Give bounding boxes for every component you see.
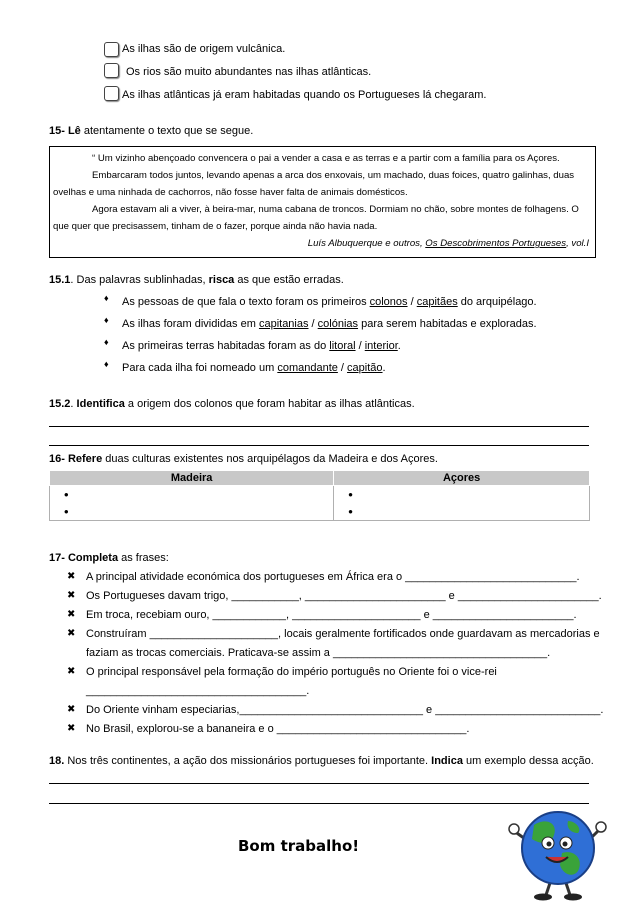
choice-item-4: Para cada ilha foi nomeado um comandante / capitão. [122,362,386,374]
question-16: 16- Refere duas culturas existentes nos arquipélagos da Madeira e dos Açores. [49,453,438,465]
fill-sentence-2[interactable]: Os Portugueses davam trigo, ___________, _______________________ e _______________________. [86,590,602,602]
fill-sentence-4[interactable]: Construíram _____________________, locais geralmente fortificados onde guardavam as mercadorias e [86,628,600,640]
choice-word[interactable]: capitanias [258,318,309,330]
text-line-4: Agora estavam ali a viver, à beira-mar, numa cabana de troncos. Dormiam no chão, sobre montes de folhagens. O [92,204,579,215]
check-statement-1: As ilhas são de origem vulcânica. [122,43,286,55]
diamond-bullet-icon: ♦ [104,337,109,347]
question-15-2: 15.2. Identifica a origem dos colonos que foram habitar as ilhas atlânticas. [49,398,415,410]
answer-line[interactable] [49,783,589,784]
text-line-3: ovelhas e uma ninhada de cachorros, não fosse haver falta de animais domésticos. [53,187,408,198]
question-15: 15- Lê atentamente o texto que se segue. [49,125,254,137]
closing-message: Bom trabalho! [238,837,360,855]
madeira-cell[interactable] [50,486,334,521]
choice-word[interactable]: colonos [369,296,408,308]
text-line-5: que quer que precisassem, tinham de o fazer, porque ainda não havia nada. [53,221,378,232]
globe-mascot-icon [508,803,608,901]
choice-word[interactable]: capitães [416,296,458,308]
bullet: • [64,504,69,519]
cultures-table [49,470,590,521]
diamond-bullet-icon: ♦ [104,293,109,303]
question-17: 17- Completa as frases: [49,552,169,564]
checkbox-3[interactable] [104,86,119,101]
cross-bullet-icon: ✖ [67,704,76,715]
cross-bullet-icon: ✖ [67,723,76,734]
answer-line[interactable] [49,426,589,427]
diamond-bullet-icon: ♦ [104,315,109,325]
cross-bullet-icon: ✖ [67,609,76,620]
choice-item-1: As pessoas de que fala o texto foram os primeiros colonos / capitães do arquipélago. [122,296,537,308]
cross-bullet-icon: ✖ [67,590,76,601]
choice-item-3: As primeiras terras habitadas foram as do litoral / interior. [122,340,401,352]
check-statement-2: Os rios são muito abundantes nas ilhas atlânticas. [126,66,372,78]
col-header-madeira: Madeira [50,471,334,486]
text-line-1: “ Um vizinho abençoado convencera o pai a vender a casa e as terras e a partir com a família para os Açores. [92,153,560,164]
answer-line[interactable] [49,445,589,446]
fill-sentence-5-cont[interactable]: ____________________________________. [86,685,310,697]
fill-sentence-4-cont[interactable]: faziam as trocas comerciais. Praticava-se assim a ___________________________________. [86,647,551,659]
question-15-1: 15.1. Das palavras sublinhadas, risca as que estão erradas. [49,274,344,286]
diamond-bullet-icon: ♦ [104,359,109,369]
question-18: 18. Nos três continentes, a ação dos missionários portugueses foi importante. Indica um exemplo dessa acção. [49,755,594,767]
cross-bullet-icon: ✖ [67,628,76,639]
choice-word[interactable]: interior [364,340,398,352]
fill-sentence-1[interactable]: A principal atividade económica dos portugueses em África era o ____________________________. [86,571,580,583]
cross-bullet-icon: ✖ [67,666,76,677]
choice-word[interactable]: colónias [317,318,359,330]
fill-sentence-7[interactable]: No Brasil, explorou-se a bananeira e o _______________________________. [86,723,470,735]
fill-sentence-6[interactable]: Do Oriente vinham especiarias,______________________________ e ___________________________. [86,704,604,716]
choice-item-2: As ilhas foram divididas em capitanias / colónias para serem habitadas e exploradas. [122,318,537,330]
fill-sentence-3[interactable]: Em troca, recebiam ouro, ____________, _____________________ e _______________________. [86,609,577,621]
checkbox-1[interactable] [104,42,119,57]
reading-text-box [49,146,596,258]
bullet: • [348,504,353,519]
bullet: • [348,487,353,502]
choice-word[interactable]: capitão [347,362,383,374]
text-line-2: Embarcaram todos juntos, levando apenas a arca dos enxovais, um machado, duas foices, quatro galinhas, duas [92,170,575,181]
choice-word[interactable]: litoral [329,340,356,352]
bullet: • [64,487,69,502]
col-header-acores: Açores [334,471,590,486]
text-source: Luís Albuquerque e outros, Os Descobrimentos Portugueses, vol.I [307,238,589,249]
check-statement-3: As ilhas atlânticas já eram habitadas quando os Portugueses lá chegaram. [122,89,487,101]
acores-cell[interactable] [334,486,590,521]
cross-bullet-icon: ✖ [67,571,76,582]
checkbox-2[interactable] [104,63,119,78]
fill-sentence-5[interactable]: O principal responsável pela formação do império português no Oriente foi o vice-rei [86,666,497,678]
choice-word[interactable]: comandante [277,362,338,374]
